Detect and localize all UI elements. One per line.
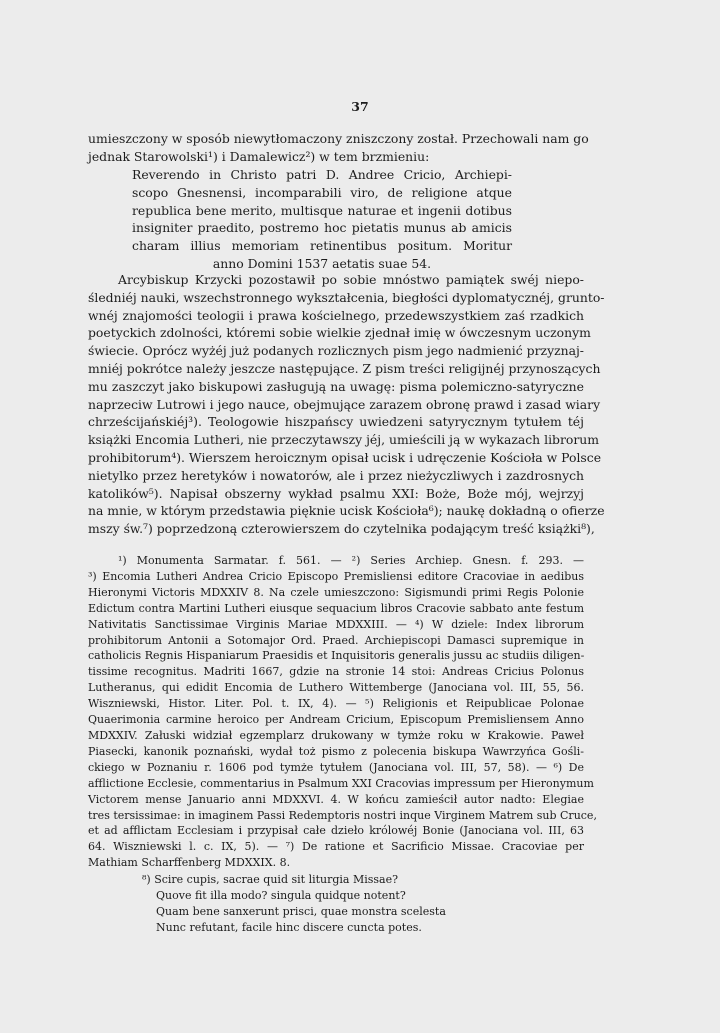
poem-line: ⁸) Scire cupis, sacrae quid sit liturgia Missae? xyxy=(142,873,399,886)
text-line: umieszczony w sposób niewytłomaczony zniszczony został. Przechowali nam go xyxy=(88,131,589,146)
footnote-line: Victorem mense Januario anni MDXXVI. 4. W końcu zamieścił autor nadto: Elegiae xyxy=(88,792,584,806)
footnote-poem xyxy=(142,872,496,936)
footnote-line: afflictione Ecclesie, commentarius in Psalmum XXI Cracovias impressum per Hieronymum xyxy=(88,776,594,790)
footnote-line: Nativitatis Sanctissimae Virginis Mariae MDXXIII. — ⁴) W dziele: Index librorum xyxy=(88,617,584,631)
footnote-line: Piasecki, kanonik poznański, wydał toż pismo z polecenia biskupa Wawrzyńca Gośli- xyxy=(88,744,584,758)
epitaph-quote xyxy=(132,166,512,273)
footnote-line: Wiszniewski, Histor. Liter. Pol. t. IX, 4). — ⁵) Religionis et Reipublicae Polonae xyxy=(88,697,584,711)
footnote-line: ³) Encomia Lutheri Andrea Cricio Episcopo Premisliensi editore Cracoviae in aedibus xyxy=(88,569,584,583)
text-line: katolików⁵). Napisał obszerny wykład psalmu XXI: Boże, Boże mój, wejrzyj xyxy=(88,485,584,501)
text-line: śledniéj nauki, wszechstronnego wykształcenia, biegłości dyplomatycznéj, grunto- xyxy=(88,289,605,305)
footnote-line: tissime recognitus. Madriti 1667, gdzie na stronie 14 stoi: Andreas Cricius Polonus xyxy=(88,665,584,679)
text-line: naprzeciw Lutrowi i jego nauce, obejmujące zarazem obronę prawd i zasad wiary xyxy=(88,396,601,412)
body-paragraph xyxy=(88,271,605,538)
footnote-line: ckiego w Poznaniu r. 1606 pod tymże tytułem (Janociana vol. III, 57, 58). — ⁶) De xyxy=(88,760,584,774)
text-line: mu zaszczyt jako biskupowi zasługują na uwagę: pisma polemiczno-satyryczne xyxy=(88,378,584,394)
footnote-line: ¹) Monumenta Sarmatar. f. 561. — ²) Series Archiep. Gnesn. f. 293. — xyxy=(118,554,584,567)
text-line: mszy św.⁷) poprzedzoną czterowierszem do czytelnika podającym treść książki⁸), xyxy=(88,521,595,537)
text-line: książki Encomia Lutheri, nie przeczytawszy jéj, umieścili ją w wykazach librorum xyxy=(88,432,599,448)
epitaph-line: charam illius memoriam retinentibus positum. Moritur xyxy=(132,238,512,254)
poem-line: Nunc refutant, facile hinc discere cuncta potes. xyxy=(156,920,422,934)
epitaph-line: Reverendo in Christo patri D. Andree Cricio, Archiepi- xyxy=(132,167,512,182)
text-line: Arcybiskup Krzycki pozostawił po sobie mnóstwo pamiątek swéj niepo- xyxy=(118,272,584,287)
footnote-line: Hieronymi Victoris MDXXIV 8. Na czele umieszczono: Sigismundi primi Regis Polonie xyxy=(88,585,584,599)
page-number: 37 xyxy=(351,99,369,114)
text-line: nietylko przez heretyków i nowatorów, ale i przez nieżyczliwych i zazdrosnych xyxy=(88,467,584,483)
text-line: wnéj znajomości teologii i prawa kościelnego, przedewszystkiem zaś rzadkich xyxy=(88,307,584,323)
text-line: chrześcijańskiéj³). Teologowie hiszpańscy uwiedzeni satyrycznym tytułem téj xyxy=(88,414,584,430)
footnote-line: catholicis Regnis Hispaniarum Praesidis et Inquisitoris generalis jussu ac studiis diligen- xyxy=(88,649,585,663)
footnote-line: Mathiam Scharffenberg MDXXIX. 8. xyxy=(88,856,291,870)
intro-paragraph xyxy=(88,130,589,166)
text-line: jednak Starowolski¹) i Damalewicz²) w tem brzmieniu: xyxy=(88,148,430,164)
footnotes xyxy=(88,553,597,871)
text-line: poetyckich zdolności, któremi sobie wielkie zjednał imię w ówczesnym uczonym xyxy=(88,325,591,341)
text-line: prohibitorum⁴). Wierszem heroicznym opisał ucisk i udręczenie Kościoła w Polsce xyxy=(88,449,602,465)
epitaph-line: insigniter praedito, postremo hoc pietatis munus ab amicis xyxy=(132,220,512,236)
footnote-line: 64. Wiszniewski l. c. IX, 5). — ⁷) De ratione et Sacrificio Missae. Cracoviae per xyxy=(88,840,584,854)
text-line: na mnie, w którym przedstawia pięknie ucisk Kościoła⁶); naukę dokładną o ofierze xyxy=(88,503,605,519)
epitaph-line: republica bene merito, multisque naturae et ingenii dotibus xyxy=(132,202,512,218)
poem-line: Quove fit illa modo? singula quidque notent? xyxy=(156,888,406,902)
epitaph-line: scopo Gnesnensi, incomparabili viro, de religione atque xyxy=(132,184,512,200)
footnote-line: prohibitorum Antonii a Sotomajor Ord. Praed. Archiepiscopi Damasci supremique in xyxy=(88,633,584,647)
footnote-line: Lutheranus, qui edidit Encomia de Luthero Wittemberge (Janociana vol. III, 55, 56. xyxy=(88,681,584,695)
footnote-line: Quaerimonia carmine heroico per Andream Cricium, Episcopum Premisliensem Anno xyxy=(88,713,584,727)
footnote-line: MDXXIV. Załuski widział egzemplarz drukowany w tymże roku w Krakowie. Paweł xyxy=(88,728,584,742)
footnote-line: Edictum contra Martini Lutheri eiusque sequacium libros Cracovie sabbato ante festum xyxy=(88,601,584,615)
poem-line: Quam bene sanxerunt prisci, quae monstra scelesta xyxy=(156,904,446,918)
footnote-line: tres tersissimae: in imaginem Passi Redemptoris nostri inque Virginem Matrem sub Cruce, xyxy=(88,808,597,822)
text-line: mniéj pokrótce należy jeszcze następujące. Z pism treści religijnéj przynoszących xyxy=(88,360,601,376)
text-line: świecie. Oprócz wyżéj już podanych rozlicznych pism jego nadmienić przyznaj- xyxy=(88,343,584,359)
epitaph-line: anno Domini 1537 aetatis suae 54. xyxy=(212,255,432,271)
footnote-line: et ad afflictam Ecclesiam i przypisał całe dzieło królowéj Bonie (Janociana vol. III, 63 xyxy=(88,824,584,838)
